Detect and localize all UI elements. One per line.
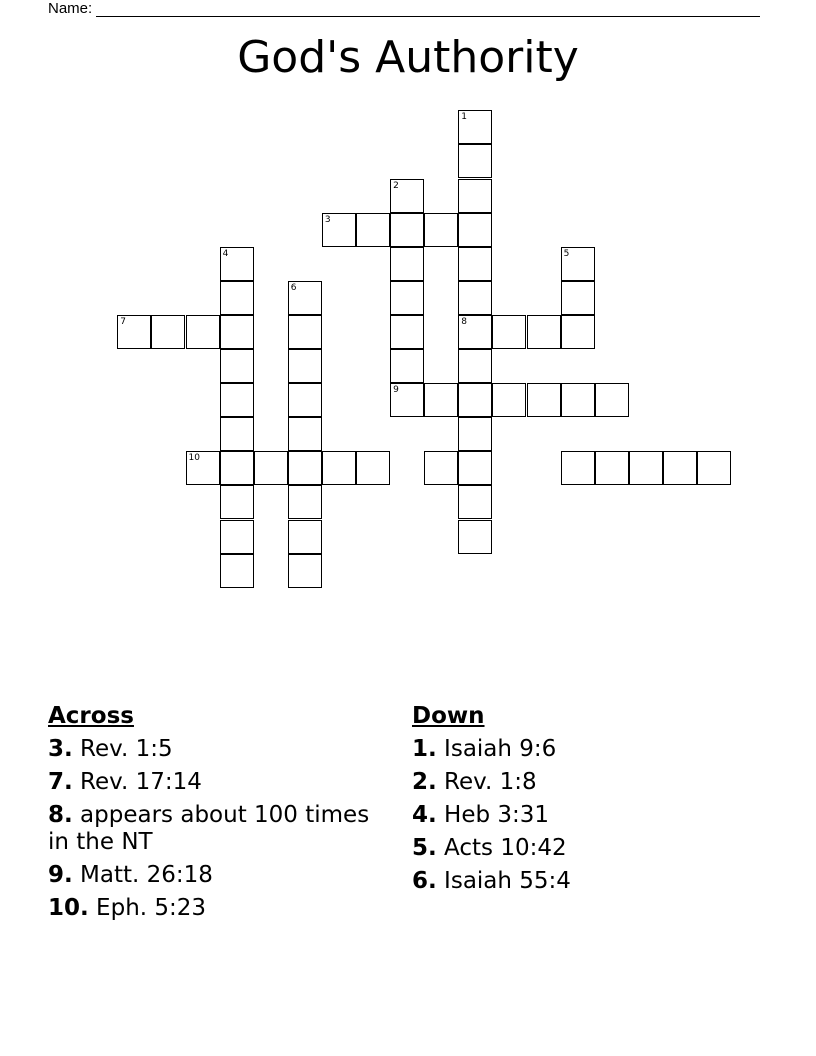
grid-cell[interactable] bbox=[220, 349, 254, 383]
grid-cell[interactable] bbox=[390, 315, 424, 349]
grid-cell[interactable] bbox=[424, 451, 458, 485]
clue-number-8: 8 bbox=[461, 316, 468, 327]
grid-cell[interactable] bbox=[492, 315, 526, 349]
down-clue-5 bbox=[412, 835, 772, 862]
grid-cell[interactable] bbox=[458, 349, 492, 383]
grid-cell[interactable] bbox=[458, 417, 492, 451]
grid-cell[interactable] bbox=[288, 383, 322, 417]
clue-text: Isaiah 55:4 bbox=[436, 868, 571, 894]
grid-cell[interactable] bbox=[220, 485, 254, 519]
grid-cell[interactable] bbox=[458, 281, 492, 315]
grid-cell[interactable] bbox=[220, 417, 254, 451]
grid-cell[interactable] bbox=[561, 383, 595, 417]
clue-number-6: 6 bbox=[290, 282, 297, 293]
grid-cell[interactable] bbox=[288, 520, 322, 554]
grid-cell[interactable] bbox=[697, 451, 731, 485]
clue-number-5: 5 bbox=[563, 248, 570, 259]
grid-cell[interactable] bbox=[492, 383, 526, 417]
name-label: Name: bbox=[48, 0, 93, 17]
grid-cell[interactable] bbox=[561, 281, 595, 315]
down-clue-1 bbox=[412, 736, 772, 763]
grid-cell[interactable] bbox=[424, 383, 458, 417]
grid-cell[interactable] bbox=[220, 554, 254, 588]
down-heading: Down bbox=[412, 703, 485, 729]
down-clue-4 bbox=[412, 802, 772, 829]
clue-text: Rev. 1:5 bbox=[72, 736, 173, 762]
clue-text: Heb 3:31 bbox=[436, 802, 550, 828]
clue-number: 1. bbox=[412, 736, 437, 762]
clue-number: 2. bbox=[412, 769, 437, 795]
grid-cell[interactable] bbox=[458, 247, 492, 281]
clue-number-10: 10 bbox=[188, 453, 200, 464]
grid-cell[interactable] bbox=[595, 383, 629, 417]
clue-number: 8. bbox=[48, 802, 73, 828]
puzzle-title: God's Authority bbox=[237, 32, 579, 83]
grid-cell[interactable] bbox=[390, 213, 424, 247]
grid-cell[interactable] bbox=[356, 213, 390, 247]
grid-cell[interactable] bbox=[561, 315, 595, 349]
grid-cell[interactable] bbox=[288, 451, 322, 485]
grid-cell[interactable] bbox=[458, 485, 492, 519]
clue-text: Eph. 5:23 bbox=[88, 895, 207, 921]
grid-cell[interactable] bbox=[288, 315, 322, 349]
clue-number: 5. bbox=[412, 835, 437, 861]
grid-cell[interactable] bbox=[288, 485, 322, 519]
across-heading: Across bbox=[48, 703, 134, 729]
down-clue-6 bbox=[412, 868, 772, 895]
grid-cell[interactable] bbox=[458, 179, 492, 213]
grid-cell[interactable] bbox=[595, 451, 629, 485]
clue-number: 3. bbox=[48, 736, 73, 762]
clue-text: Rev. 1:8 bbox=[436, 769, 537, 795]
grid-cell[interactable] bbox=[458, 213, 492, 247]
grid-cell[interactable] bbox=[390, 349, 424, 383]
across-clue-8 bbox=[48, 802, 378, 856]
clue-text: Rev. 17:14 bbox=[72, 769, 202, 795]
grid-cell[interactable] bbox=[220, 281, 254, 315]
clue-text: Matt. 26:18 bbox=[72, 862, 213, 888]
grid-cell[interactable] bbox=[663, 451, 697, 485]
across-clue-3 bbox=[48, 736, 378, 763]
clue-number: 7. bbox=[48, 769, 73, 795]
grid-cell[interactable] bbox=[254, 451, 288, 485]
clue-text: Isaiah 9:6 bbox=[436, 736, 557, 762]
clue-number-9: 9 bbox=[393, 385, 399, 396]
down-clues bbox=[412, 703, 772, 901]
grid-cell[interactable] bbox=[527, 383, 561, 417]
grid-cell[interactable] bbox=[424, 213, 458, 247]
grid-cell[interactable] bbox=[288, 554, 322, 588]
grid-cell[interactable] bbox=[186, 315, 220, 349]
grid-cell[interactable] bbox=[220, 451, 254, 485]
clue-number-2: 2 bbox=[393, 180, 399, 191]
grid-cell[interactable] bbox=[220, 315, 254, 349]
grid-cell[interactable] bbox=[390, 247, 424, 281]
clue-number-4: 4 bbox=[222, 248, 229, 259]
across-clue-9 bbox=[48, 862, 378, 889]
clue-number: 10. bbox=[48, 895, 89, 921]
grid-cell[interactable] bbox=[629, 451, 663, 485]
across-clue-10 bbox=[48, 895, 378, 922]
grid-cell[interactable] bbox=[220, 383, 254, 417]
clue-number: 4. bbox=[412, 802, 437, 828]
clue-number-7: 7 bbox=[120, 316, 127, 327]
clue-number: 9. bbox=[48, 862, 73, 888]
grid-cell[interactable] bbox=[288, 349, 322, 383]
clue-number: 6. bbox=[412, 868, 437, 894]
clue-text: appears about 100 times in the NT bbox=[48, 802, 370, 855]
grid-cell[interactable] bbox=[322, 451, 356, 485]
grid-cell[interactable] bbox=[390, 281, 424, 315]
clue-number-1: 1 bbox=[461, 112, 468, 123]
grid-cell[interactable] bbox=[458, 451, 492, 485]
across-clue-7 bbox=[48, 769, 378, 796]
down-clue-2 bbox=[412, 769, 772, 796]
clue-number-3: 3 bbox=[324, 214, 331, 225]
grid-cell[interactable] bbox=[458, 520, 492, 554]
grid-cell[interactable] bbox=[220, 520, 254, 554]
grid-cell[interactable] bbox=[561, 451, 595, 485]
grid-cell[interactable] bbox=[288, 417, 322, 451]
grid-cell[interactable] bbox=[151, 315, 185, 349]
grid-cell[interactable] bbox=[458, 383, 492, 417]
grid-cell[interactable] bbox=[356, 451, 390, 485]
grid-cell[interactable] bbox=[527, 315, 561, 349]
across-clues bbox=[48, 703, 378, 928]
grid-cell[interactable] bbox=[458, 144, 492, 178]
clue-text: Acts 10:42 bbox=[436, 835, 567, 861]
